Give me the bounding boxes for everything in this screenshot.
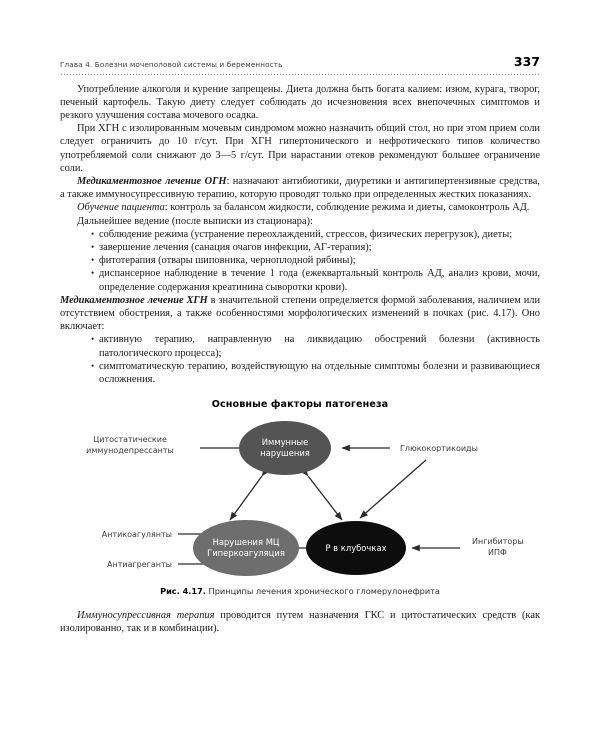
paragraph-immunosuppressive: [60, 609, 540, 635]
paragraph-drug-treatment-hgn: [60, 294, 540, 334]
body-text: [60, 83, 540, 387]
paragraph-immunosuppressive-rest: проводится путем назначения ГКС и цитостатических средств (как изолированно, так и в комбинации).: [60, 610, 540, 635]
paragraph-diet: Употребление алкоголя и курение запрещены. Диета должна быть богата калием: изюм, курага, творог, печеный картофель. Такую диету следует соблюдать до исчезновения всех внепочечных симптомов и резкого улучшения состава мочевого осадка.: [60, 83, 540, 121]
running-header: [60, 56, 540, 75]
lead-in-education: Обучение пациента: [77, 202, 165, 214]
paragraph-salt: При ХГН с изолированным мочевым синдромом можно назначить общий стол, но при этом прием соли следует ограничить до 10 г/сут. При ХГН гипертонического и нефротического типов количество употребляемой соли снижают до 3—5 г/сут. При нарастании отеков рекомендуют большее ограничение соли.: [60, 123, 540, 174]
label-anticoagulants-line1: Антикоагулянты: [101, 530, 172, 540]
arrow-glucocorticoids-to-glomeruli: [360, 460, 426, 518]
figure-caption: [60, 586, 540, 596]
lead-in-immunosuppressive: Иммуносупрессивная терапия: [77, 610, 215, 622]
arrow-immune-mc: [230, 476, 262, 520]
label-ace-line1: Ингибиторы: [472, 537, 524, 547]
header-divider: [60, 74, 540, 75]
node-mc-label-1: Нарушения МЦ: [212, 537, 280, 548]
paragraph-education-rest: : контроль за балансом жидкости, соблюдение режима и диеты, самоконтроль АД.: [164, 202, 530, 214]
node-immune-label-2: нарушения: [260, 448, 310, 459]
node-glomeruli-label-1: Р в клубочках: [325, 543, 387, 554]
chapter-title: Глава 4. Болезни мочеполовой системы и беременность: [60, 59, 283, 69]
node-glomeruli: [306, 521, 406, 575]
figure-4-17: [60, 399, 540, 596]
paragraph-further-management: Дальнейшее ведение (после выписки из стационара):: [77, 215, 313, 227]
figure-caption-number: Рис. 4.17.: [160, 586, 206, 597]
label-cytostatics-line2: иммунодепрессанты: [86, 446, 174, 456]
paragraph-patient-education: [60, 201, 540, 214]
list-further-management: [60, 228, 540, 294]
lead-in-ogn: Медикаментозное лечение ОГН: [77, 175, 227, 187]
label-cytostatics: [86, 435, 174, 455]
node-microcirculation: [193, 520, 299, 576]
list-item: • активную терапию, направленную на ликвидацию обострений болезни (активность патологического процесса);: [91, 333, 540, 359]
label-glucocorticoids: [400, 444, 478, 453]
page-number: 337: [513, 54, 540, 69]
list-item: • соблюдение режима (устранение переохлаждений, стрессов, физических перегрузок), диеты;: [91, 228, 540, 241]
list-therapy-types: [60, 333, 540, 386]
label-ace-inhibitors: [472, 537, 524, 557]
paragraph-hgn-rest: в значительной степени определяется формой заболевания, наличием или отсутствием обострения, а также особенностями морфологических изменений в почках (рис. 4.17). Оно включает:: [60, 294, 541, 333]
pathogenesis-diagram: [60, 420, 540, 580]
figure-heading: Основные факторы патогенеза: [211, 399, 389, 411]
lead-in-hgn: Медикаментозное лечение ХГН: [60, 294, 208, 306]
label-ace-line2: ИПФ: [488, 548, 507, 558]
list-item: • диспансерное наблюдение в течение 1 года (ежеквартальный контроль АД, анализ крови, мочи, определение содержания креатинина сыворотки крови).: [91, 267, 540, 293]
figure-caption-text: Принципы лечения хронического гломерулонефрита: [205, 586, 440, 597]
label-anticoagulants: [102, 530, 172, 539]
list-item: • завершение лечения (санация очагов инфекции, АГ-терапия);: [91, 241, 540, 254]
label-antiaggregants: [107, 560, 172, 569]
node-mc-label-2: Гиперкоагуляция: [207, 548, 285, 559]
list-item: • симптоматическую терапию, воздействующую на отдельные симптомы болезни и развивающиеся осложнения.: [91, 360, 540, 386]
node-immune-label-1: Иммунные: [261, 437, 309, 448]
label-antiaggregants-line1: Антиагреганты: [107, 560, 172, 570]
paragraph-drug-treatment-ogn: [60, 175, 540, 201]
list-item: • фитотерапия (отвары шиповника, черноплодной рябины);: [91, 254, 540, 267]
arrow-immune-glomeruli: [308, 476, 342, 520]
paragraph-ogn-rest: : назначают антибиотики, диуретики и антигипертензивные средства, а также иммуносупрессивную терапию, которую проводят только при определенных жестких показаниях.: [60, 175, 540, 201]
label-glucocorticoids-line1: Глюкокортикоиды: [400, 444, 478, 454]
label-cytostatics-line1: Цитостатические: [93, 435, 167, 445]
node-immune: [239, 421, 331, 475]
tail-text: [60, 609, 540, 635]
